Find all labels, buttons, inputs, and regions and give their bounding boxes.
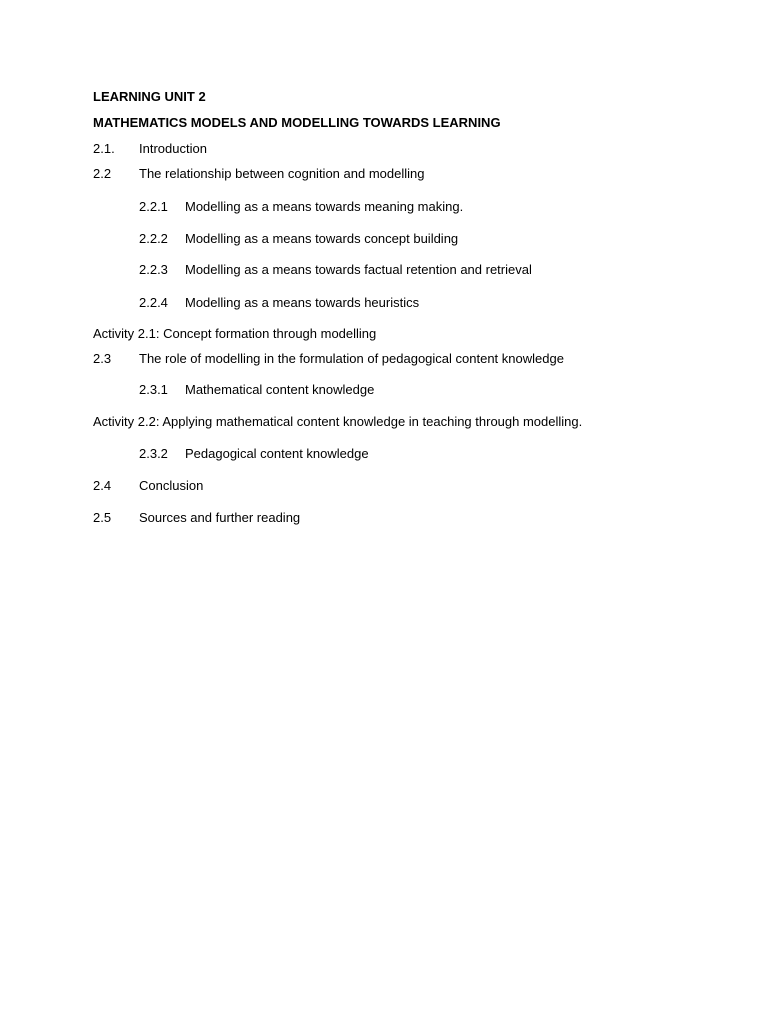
toc-number: 2.1. bbox=[93, 141, 115, 156]
activity-2-1: Activity 2.1: Concept formation through modelling bbox=[93, 326, 377, 341]
toc-item-2-2-2 bbox=[139, 231, 458, 247]
toc-number: 2.2 bbox=[93, 166, 112, 181]
toc-item-2-3 bbox=[93, 351, 564, 367]
toc-item-2-2-3 bbox=[139, 262, 532, 278]
toc-number: 2.2.1 bbox=[139, 199, 168, 214]
unit-heading: LEARNING UNIT 2 bbox=[93, 89, 206, 104]
toc-number: 2.3.1 bbox=[139, 382, 168, 397]
toc-number: 2.5 bbox=[93, 510, 112, 525]
unit-title: MATHEMATICS MODELS AND MODELLING TOWARDS LEARNING bbox=[93, 115, 501, 130]
toc-text: Modelling as a means towards meaning making. bbox=[185, 199, 464, 214]
toc-text: Modelling as a means towards heuristics bbox=[185, 295, 420, 310]
toc-text: The relationship between cognition and modelling bbox=[139, 166, 425, 181]
toc-text: Mathematical content knowledge bbox=[185, 382, 375, 397]
toc-number: 2.2.3 bbox=[139, 262, 168, 277]
toc-item-2-2 bbox=[93, 166, 424, 182]
toc-item-2-3-1 bbox=[139, 382, 374, 398]
toc-text: Sources and further reading bbox=[139, 510, 301, 525]
toc-number: 2.2.4 bbox=[139, 295, 168, 310]
toc-item-2-2-4 bbox=[139, 295, 419, 311]
toc-number: 2.4 bbox=[93, 478, 112, 493]
toc-text: The role of modelling in the formulation of pedagogical content knowledge bbox=[139, 351, 564, 366]
toc-number: 2.2.2 bbox=[139, 231, 168, 246]
toc-number: 2.3.2 bbox=[139, 446, 168, 461]
toc-item-2-2-1 bbox=[139, 199, 463, 215]
toc-text: Conclusion bbox=[139, 478, 204, 493]
toc-item-2-1 bbox=[93, 141, 207, 157]
toc-item-2-3-2 bbox=[139, 446, 369, 462]
toc-text: Pedagogical content knowledge bbox=[185, 446, 369, 461]
activity-2-2: Activity 2.2: Applying mathematical content knowledge in teaching through modelling. bbox=[93, 414, 583, 429]
toc-text: Introduction bbox=[139, 141, 207, 156]
toc-text: Modelling as a means towards factual retention and retrieval bbox=[185, 262, 532, 277]
toc-item-2-5 bbox=[93, 510, 300, 526]
toc-item-2-4 bbox=[93, 478, 203, 494]
toc-number: 2.3 bbox=[93, 351, 112, 366]
toc-text: Modelling as a means towards concept building bbox=[185, 231, 459, 246]
